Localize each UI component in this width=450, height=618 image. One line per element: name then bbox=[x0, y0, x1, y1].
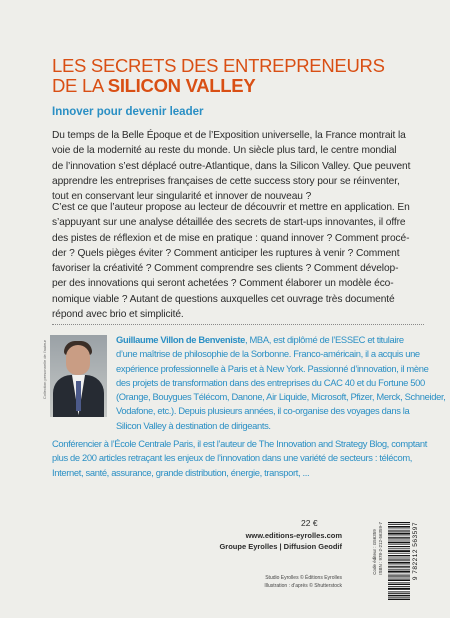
body-line: des pistes de réflexion et de mise en pratique : quand innover ? Comment procé- bbox=[52, 232, 410, 244]
author-bio-line: d’une maîtrise de philosophie de la Sorbonne. Franco-américain, il a acquis une bbox=[116, 348, 420, 360]
intro-paragraph bbox=[52, 128, 427, 204]
book-subtitle: Innover pour devenir leader bbox=[52, 106, 204, 118]
intro-line: voie de la modernité au reste du monde. Un siècle plus tard, le centre mondial bbox=[52, 145, 397, 157]
section-divider bbox=[52, 324, 424, 325]
author-bio-line: (Orange, Bouygues Télécom, Danone, Air Liquide, Microsoft, Pfizer, Merck, Schneider, bbox=[116, 391, 446, 403]
publisher-name: Groupe Eyrolles | Diffusion Geodif bbox=[219, 542, 342, 551]
body-line: favoriser la créativité ? Comment comprendre ses clients ? Comment dévelop- bbox=[52, 263, 399, 275]
author-bio-line: Silicon Valley à destination de dirigeants. bbox=[116, 419, 271, 431]
title-line-2-bold: SILICON VALLEY bbox=[107, 75, 256, 96]
author-bio-line: Internet, santé, assurance, grande distribution, énergie, transport, ... bbox=[52, 466, 310, 478]
barcode-icon bbox=[388, 522, 410, 600]
author-bio-line: expérience professionnelle à Paris et à New York. Passionné d’innovation, il mène bbox=[116, 362, 429, 374]
author-bio-continued bbox=[52, 437, 432, 480]
intro-line: tout en conservant leur singularité et innover de nouveau ? bbox=[52, 191, 312, 203]
author-name: Guillaume Villon de Benveniste bbox=[116, 334, 245, 345]
photo-credit: Collection personnelle de l’auteur bbox=[42, 340, 47, 400]
isbn: ISBN : 978-2-212-56359-7 bbox=[378, 522, 383, 575]
author-bio-line: Vodafone, etc.). Depuis plusieurs années, il co-organise des voyages dans la bbox=[116, 405, 410, 417]
author-bio-line: Conférencier à l’École Centrale Paris, il est l’auteur de The Innovation and Strategy Blog, comptant bbox=[52, 438, 427, 449]
price: 22 € bbox=[301, 518, 318, 528]
intro-line: apprendre les entreprises françaises de cette success story pour se réinventer, bbox=[52, 175, 400, 187]
author-bio-line: plus de 200 articles retraçant les enjeux de l’innovation dans une variété de secteurs : télécom, bbox=[52, 452, 413, 464]
publisher-block bbox=[219, 530, 342, 552]
code-editeur: Code éditeur : G56359 bbox=[372, 529, 377, 575]
body-line: nomique viable ? Autant de questions auxquelles cet ouvrage très documenté bbox=[52, 293, 395, 305]
book-title bbox=[52, 56, 432, 96]
studio-credit: Studio Eyrolles © Éditions Eyrolles bbox=[265, 575, 342, 581]
intro-line: Du temps de la Belle Époque et de l’Exposition universelle, la France montrait la bbox=[52, 130, 406, 141]
author-bio bbox=[116, 333, 446, 433]
author-bio-first-line bbox=[116, 333, 431, 347]
barcode-number: 9 782212 563597 bbox=[412, 522, 419, 581]
barcode bbox=[388, 522, 410, 600]
body-line: répond avec brio et simplicité. bbox=[52, 309, 184, 321]
body-line: C’est ce que l’auteur propose au lecteur de découvrir et mettre en application. En bbox=[52, 202, 410, 213]
author-bio-line: des projets de transformation dans des entreprises du CAC 40 et du Fortune 500 bbox=[116, 376, 425, 388]
title-line-2-prefix: DE LA bbox=[52, 75, 108, 96]
intro-line: de l’innovation s’est déplacé outre-Atlantique, dans la Silicon Valley. Que peuvent bbox=[52, 160, 411, 172]
body-line: per des innovations qui seront achetées ? Comment élaborer un modèle éco- bbox=[52, 278, 394, 290]
body-paragraph bbox=[52, 200, 427, 322]
credits-block bbox=[264, 574, 342, 590]
publisher-website: www.editions-eyrolles.com bbox=[245, 531, 342, 540]
publisher-codes bbox=[372, 522, 384, 575]
author-photo bbox=[50, 335, 107, 417]
title-line-1: LES SECRETS DES ENTREPRENEURS bbox=[52, 55, 385, 76]
author-bio-line: , MBA, est diplômé de l’ESSEC et titulaire bbox=[244, 334, 404, 345]
body-line: der ? Quels pièges éviter ? Comment anticiper les ruptures à venir ? Comment bbox=[52, 247, 400, 259]
body-line: s’appuyant sur une analyse détaillée des secrets de start-ups innovantes, il offre bbox=[52, 217, 406, 229]
title-line-2 bbox=[52, 76, 432, 96]
illustration-credit: Illustration : d’après © Shutterstock bbox=[264, 583, 342, 589]
